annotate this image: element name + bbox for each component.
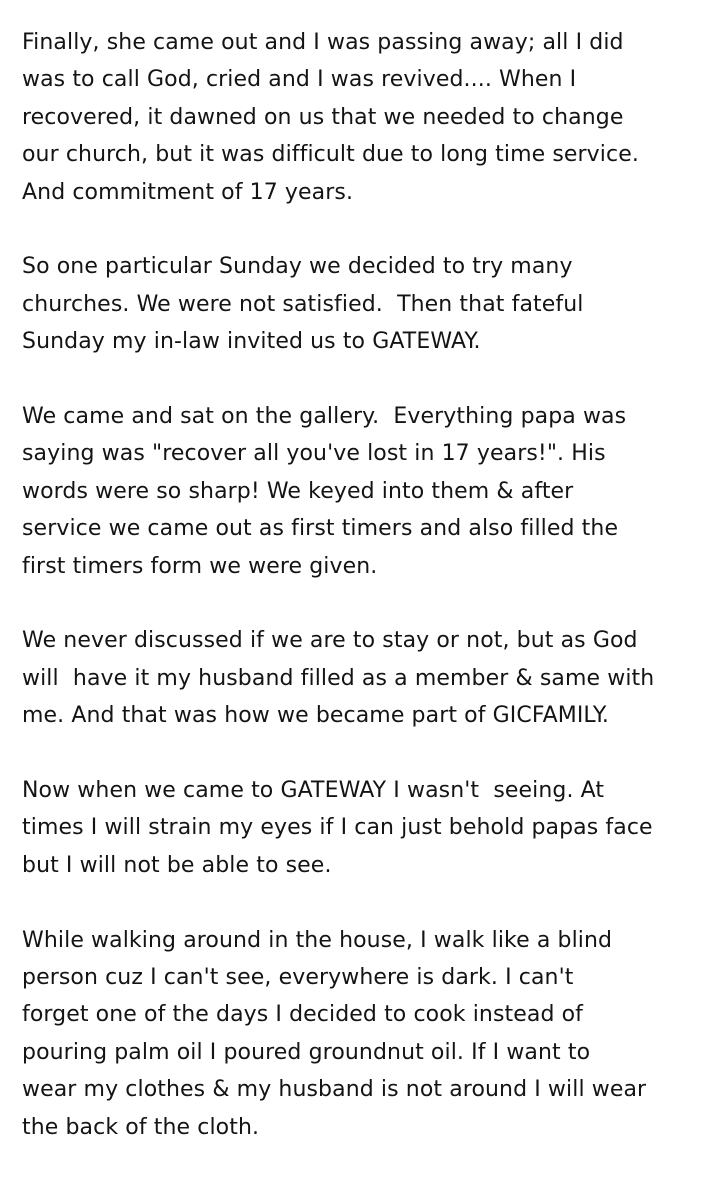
text-line: And commitment of 17 years. (22, 179, 354, 205)
text-line: person cuz I can't see, everywhere is dark. I can't (22, 965, 574, 991)
paragraph-first-visit (22, 398, 712, 585)
paragraph-blindness (22, 772, 712, 884)
text-line: Now when we came to GATEWAY I wasn't seeing. At (22, 778, 605, 804)
text-line: saying was "recover all you've lost in 17 years!". His (22, 441, 606, 467)
text-line: Finally, she came out and I was passing away; all I did (22, 30, 624, 55)
testimony-document (22, 24, 712, 1184)
text-line: words were so sharp! We keyed into them & after (22, 478, 574, 504)
text-line: We never discussed if we are to stay or not, but as God (22, 628, 638, 654)
text-line: but I will not be able to see. (22, 852, 332, 878)
text-line: So one particular Sunday we decided to try many (22, 254, 573, 280)
text-line: wear my clothes & my husband is not around I will wear (22, 1077, 647, 1103)
paragraph-church-search (22, 248, 712, 360)
paragraph-revival (22, 24, 712, 211)
paragraph-daily-life (22, 922, 712, 1146)
text-line: Sunday my in-law invited us to GATEWAY. (22, 329, 481, 355)
text-line: service we came out as first timers and also filled the (22, 516, 619, 542)
text-line: first timers form we were given. (22, 553, 378, 579)
text-line: forget one of the days I decided to cook instead of (22, 1002, 584, 1028)
text-line: pouring palm oil I poured groundnut oil. If I want to (22, 1039, 591, 1065)
text-line: recovered, it dawned on us that we needed to change (22, 104, 624, 130)
text-line: the back of the cloth. (22, 1114, 260, 1140)
text-line: While walking around in the house, I walk like a blind (22, 927, 613, 953)
text-line: will have it my husband filled as a member & same with (22, 665, 655, 691)
text-line: was to call God, cried and I was revived.... When I (22, 67, 577, 93)
paragraph-membership (22, 622, 712, 734)
text-line: We came and sat on the gallery. Everything papa was (22, 404, 627, 430)
text-line: churches. We were not satisfied. Then that fateful (22, 291, 584, 317)
text-line: times I will strain my eyes if I can just behold papas face (22, 815, 653, 841)
text-line: me. And that was how we became part of GICFAMILY. (22, 703, 610, 729)
text-line: our church, but it was difficult due to long time service. (22, 142, 639, 168)
